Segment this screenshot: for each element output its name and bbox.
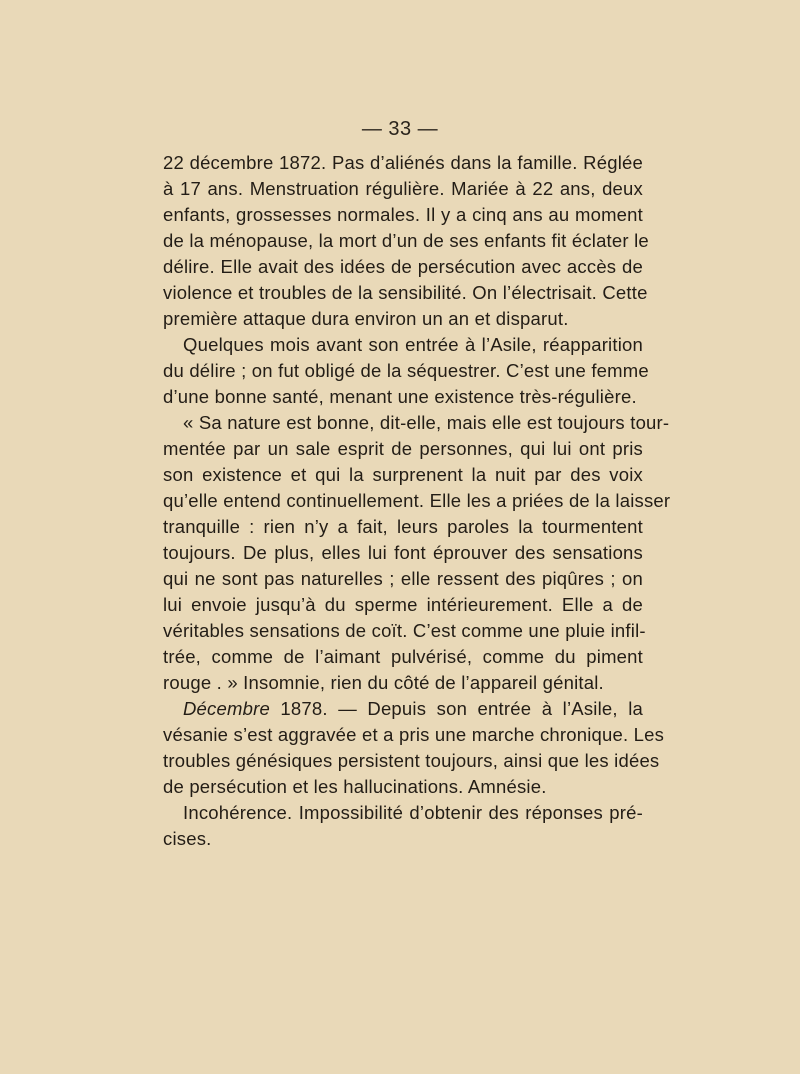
text-line: trée, comme de l’aimant pulvérisé, comme du piment [163,646,643,667]
text-line: qui ne sont pas naturelles ; elle ressent des piqûres ; on [163,568,643,589]
text-line: cises. [163,828,212,849]
text-line: violence et troubles de la sensibilité. On l’électrisait. Cette [163,282,648,303]
text-line: troubles génésiques persistent toujours, ainsi que les idées [163,750,660,771]
text-line: d’une bonne santé, menant une existence très-régulière. [163,386,637,407]
text-line-content: 1878. — Depuis son entrée à l’Asile, la [280,698,643,719]
text-line: vésanie s’est aggravée et a pris une marche chronique. Les [163,724,665,745]
text-line: Incohérence. Impossibilité d’obtenir des réponses pré- [183,802,643,823]
text-line: de persécution et les hallucinations. Amnésie. [163,776,547,797]
text-line: rouge . » Insomnie, rien du côté de l’appareil génital. [163,672,604,693]
text-line [163,696,643,722]
body-text [163,150,671,852]
text-line: lui envoie jusqu’à du sperme intérieurement. Elle a de [163,594,643,615]
text-line: première attaque dura environ un an et disparut. [163,308,569,329]
text-line: mentée par un sale esprit de personnes, qui lui ont pris [163,438,643,459]
text-line: de la ménopause, la mort d’un de ses enfants fit éclater le [163,230,649,251]
text-line: enfants, grossesses normales. Il y a cinq ans au moment [163,204,643,225]
text-line: « Sa nature est bonne, dit-elle, mais elle est toujours tour- [183,412,670,433]
text-line: à 17 ans. Menstruation régulière. Mariée à 22 ans, deux [163,178,643,199]
text-line: 22 décembre 1872. Pas d’aliénés dans la famille. Réglée [163,152,643,173]
text-line: du délire ; on fut obligé de la séquestrer. C’est une femme [163,360,649,381]
text-line: son existence et qui la surprenent la nuit par des voix [163,464,643,485]
text-line: véritables sensations de coït. C’est comme une pluie infil- [163,620,646,641]
text-line: qu’elle entend continuellement. Elle les a priées de la laisser [163,490,671,511]
text-line: tranquille : rien n’y a fait, leurs paroles la tourmentent [163,516,643,537]
page-number: — 33 — [361,118,439,140]
text-line: toujours. De plus, elles lui font éprouver des sensations [163,542,643,563]
italic-date: Décembre [183,698,270,719]
text-line: Quelques mois avant son entrée à l’Asile, réapparition [183,334,643,355]
text-line: délire. Elle avait des idées de persécution avec accès de [163,256,643,277]
